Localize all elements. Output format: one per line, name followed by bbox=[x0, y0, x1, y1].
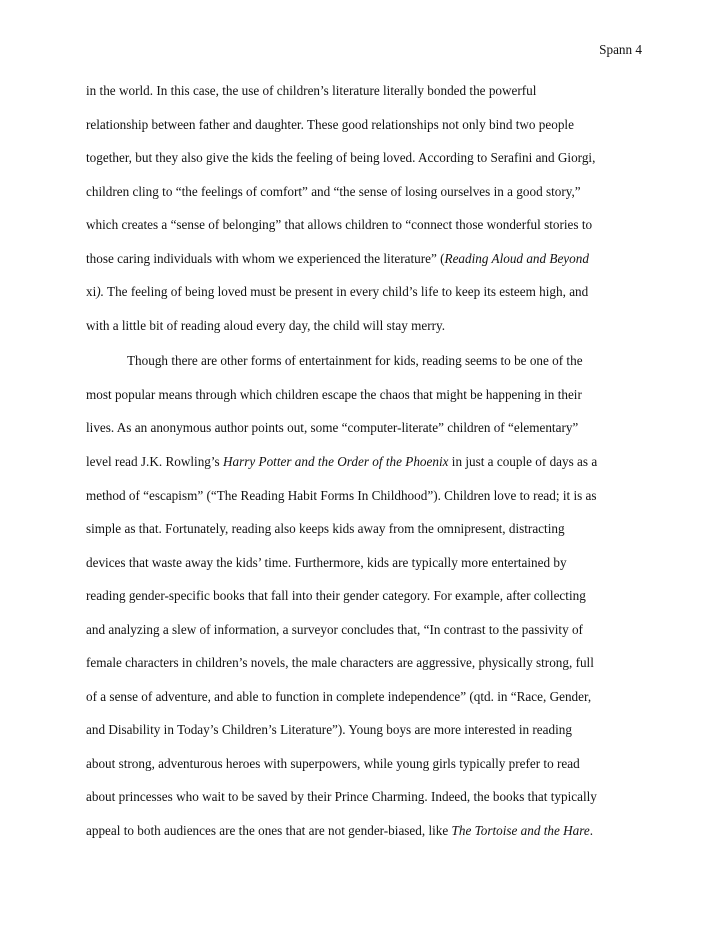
text-run: lives. As an anonymous author points out, some “computer-literate” children of “elementary” bbox=[86, 420, 579, 436]
text-run: about strong, adventurous heroes with superpowers, while young girls typically prefer to read bbox=[86, 755, 580, 771]
text-run: most popular means through which children escape the chaos that might be happening in their bbox=[86, 386, 582, 402]
text-line bbox=[86, 822, 648, 856]
text-line bbox=[86, 352, 648, 386]
text-line bbox=[86, 317, 648, 351]
italic-title: ). bbox=[96, 284, 104, 300]
text-run: . bbox=[589, 823, 594, 839]
text-line bbox=[86, 654, 648, 688]
text-run: in just a couple of days as a bbox=[448, 454, 598, 470]
text-run: with a little bit of reading aloud every day, the child will stay merry. bbox=[86, 317, 446, 333]
text-line bbox=[86, 520, 648, 554]
text-run: appeal to both audiences are the ones that are not gender-biased, like bbox=[86, 823, 452, 839]
text-run: in the world. In this case, the use of children’s literature literally bonded the powerful bbox=[86, 83, 537, 98]
text-line bbox=[86, 788, 648, 822]
text-run: about princesses who wait to be saved by their Prince Charming. Indeed, the books that typically bbox=[86, 789, 597, 805]
text-line bbox=[86, 250, 648, 284]
text-run: simple as that. Fortunately, reading also keeps kids away from the omnipresent, distracting bbox=[86, 521, 565, 537]
text-line bbox=[86, 216, 648, 250]
text-line bbox=[86, 419, 648, 453]
text-line bbox=[86, 183, 648, 217]
text-line bbox=[86, 587, 648, 621]
text-line bbox=[86, 487, 648, 521]
text-run: xi bbox=[86, 284, 97, 300]
text-run: devices that waste away the kids’ time. Furthermore, kids are typically more entertained by bbox=[86, 554, 567, 570]
text-line bbox=[86, 554, 648, 588]
text-run: and analyzing a slew of information, a surveyor concludes that, “In contrast to the passivity of bbox=[86, 621, 583, 637]
italic-title: Harry Potter and the Order of the Phoenix bbox=[222, 454, 449, 470]
text-line bbox=[86, 283, 648, 317]
text-line bbox=[86, 688, 648, 722]
text-line bbox=[86, 755, 648, 789]
text-run: level read J.K. Rowling’s bbox=[86, 454, 223, 470]
text-line bbox=[86, 149, 648, 183]
italic-title: The Tortoise and the Hare bbox=[451, 823, 590, 839]
text-run: and Disability in Today’s Children’s Literature”). Young boys are more interested in reading bbox=[86, 722, 572, 738]
text-run: Though there are other forms of entertainment for kids, reading seems to be one of the bbox=[127, 353, 583, 369]
text-run: The feeling of being loved must be present in every child’s life to keep its esteem high, and bbox=[103, 284, 589, 300]
text-run: relationship between father and daughter. These good relationships not only bind two people bbox=[86, 116, 574, 132]
text-run: together, but they also give the kids the feeling of being loved. According to Serafini and Giorgi, bbox=[86, 150, 596, 166]
text-line bbox=[86, 116, 648, 150]
text-run: of a sense of adventure, and able to function in complete independence” (qtd. in “Race, Gender, bbox=[86, 688, 592, 704]
text-run: method of “escapism” (“The Reading Habit Forms In Childhood”). Children love to read; it is as bbox=[86, 487, 597, 503]
text-line bbox=[86, 82, 648, 116]
text-line bbox=[86, 453, 648, 487]
text-run: which creates a “sense of belonging” that allows children to “connect those wonderful stories to bbox=[86, 217, 593, 233]
text-line bbox=[86, 721, 648, 755]
text-run: those caring individuals with whom we experienced the literature” ( bbox=[86, 250, 445, 266]
essay-body bbox=[86, 82, 648, 856]
text-run: children cling to “the feelings of comfort” and “the sense of losing ourselves in a good story,” bbox=[86, 183, 581, 199]
page-header: Spann 4 bbox=[599, 42, 642, 57]
text-run: female characters in children’s novels, the male characters are aggressive, physically strong, full bbox=[86, 655, 594, 671]
text-run: reading gender-specific books that fall into their gender category. For example, after collecting bbox=[86, 588, 586, 604]
italic-title: Reading Aloud and Beyond bbox=[444, 250, 589, 266]
text-line bbox=[86, 386, 648, 420]
text-line bbox=[86, 621, 648, 655]
